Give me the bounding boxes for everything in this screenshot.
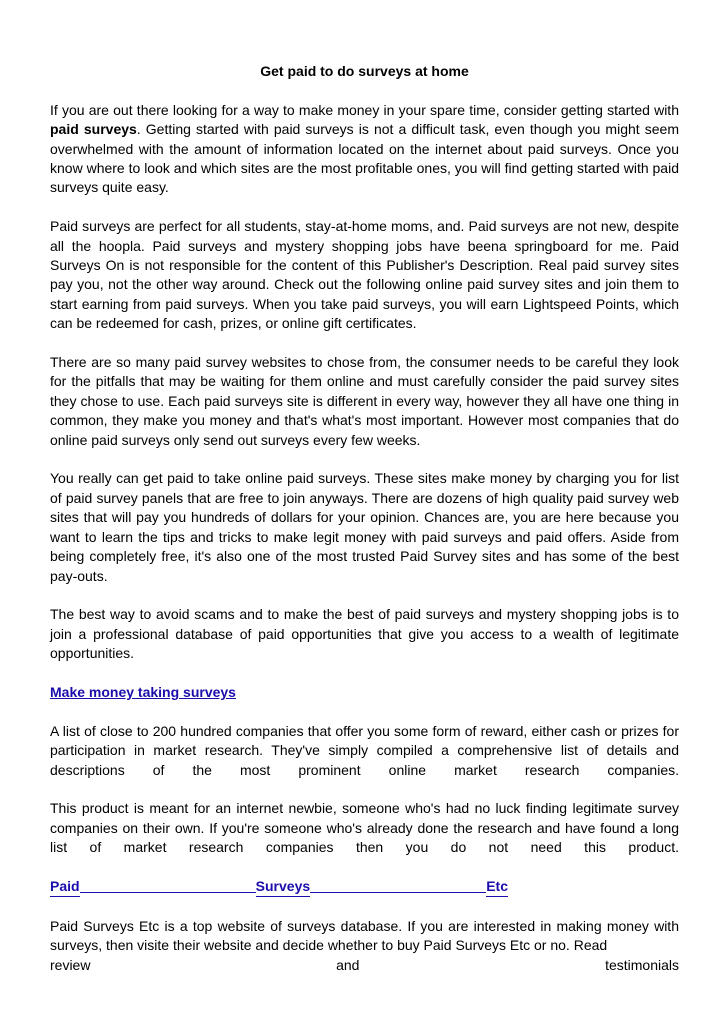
document-title: Get paid to do surveys at home: [260, 63, 469, 79]
paragraph-paid-surveys-etc: Paid Surveys Etc is a top website of surveys database. If you are interested in making money with surveys, then visite their website and decide whether to buy Paid Surveys Etc or no. Read: [50, 917, 679, 954]
link-word-etc[interactable]: Etc: [486, 877, 508, 897]
paragraph-get-paid: You really can get paid to take online paid surveys. These sites make money by charging you for list of paid survey panels that are free to join anyways. There are dozens of high quality paid survey web sites that will pay you hundreds of dollars for your opinion. Chances are, you are here because you want to learn the tips and tricks to make legit money with paid surveys and paid offers. Aside from being completely free, it's also one of the most trusted Paid Survey sites and has some of the best pay-outs.: [50, 470, 679, 584]
link-make-money-row: [50, 683, 679, 702]
paragraph-intro: [50, 101, 679, 198]
paid-surveys-etc-link[interactable]: [50, 877, 508, 897]
document-page: [50, 62, 679, 975]
intro-bold-text: paid surveys: [50, 121, 137, 138]
link-underline-gap: [80, 877, 256, 893]
final-word-and: and: [336, 956, 360, 973]
paragraph-avoid-scams: The best way to avoid scams and to make the best of paid surveys and mystery shopping jobs is to join a professional database of paid opportunities that give you access to a wealth of legitimate opportunities.: [50, 606, 679, 662]
final-word-review: review: [50, 956, 91, 973]
paragraph-company-list: A list of close to 200 hundred companies that offer you some form of reward, either cash or prizes for participation in market research. They've simply compiled a comprehensive list of details and descriptions of the most prominent online market research companies.: [50, 722, 679, 778]
link-word-paid[interactable]: Paid: [50, 877, 80, 897]
paragraph-newbie: This product is meant for an internet newbie, someone who's had no luck finding legitimate survey companies on their own. If you're someone who's already done the research and have found a long list of market research companies then you do not need this product.: [50, 800, 679, 856]
final-word-testimonials: testimonials: [605, 956, 679, 973]
intro-text-before: If you are out there looking for a way to make money in your spare time, consider getting started with: [50, 101, 679, 118]
intro-text-after: . Getting started with paid surveys is not a difficult task, even though you might seem overwhelmed with the amount of information located on the internet about paid surveys. Once you know where to look and which sites are the most profitable ones, you will find getting started with paid surveys quite easy.: [50, 121, 679, 196]
paragraph-final-line: [50, 956, 679, 975]
link-underline-gap: [310, 877, 486, 893]
make-money-link[interactable]: Make money taking surveys: [50, 683, 236, 700]
paragraph-many-sites: There are so many paid survey websites to chose from, the consumer needs to be careful they look for the pitfalls that may be waiting for them online and must carefully consider the paid survey sites they chose to use. Each paid surveys site is different in every way, however they all have one thing in common, they make you money and that's what's most important. However most companies that do online paid surveys only send out surveys every few weeks.: [50, 354, 679, 448]
paragraph-perfect: Paid surveys are perfect for all students, stay-at-home moms, and. Paid surveys are not new, despite all the hoopla. Paid surveys and mystery shopping jobs have beena springboard for me. Paid Surveys On is not responsible for the content of this Publisher's Description. Real paid survey sites pay you, not the other way around. Check out the following online paid survey sites and join them to start earning from paid surveys. When you take paid surveys, you will earn Lightspeed Points, which can be redeemed for cash, prizes, or online gift certificates.: [50, 218, 679, 332]
link-word-surveys[interactable]: Surveys: [256, 877, 310, 897]
